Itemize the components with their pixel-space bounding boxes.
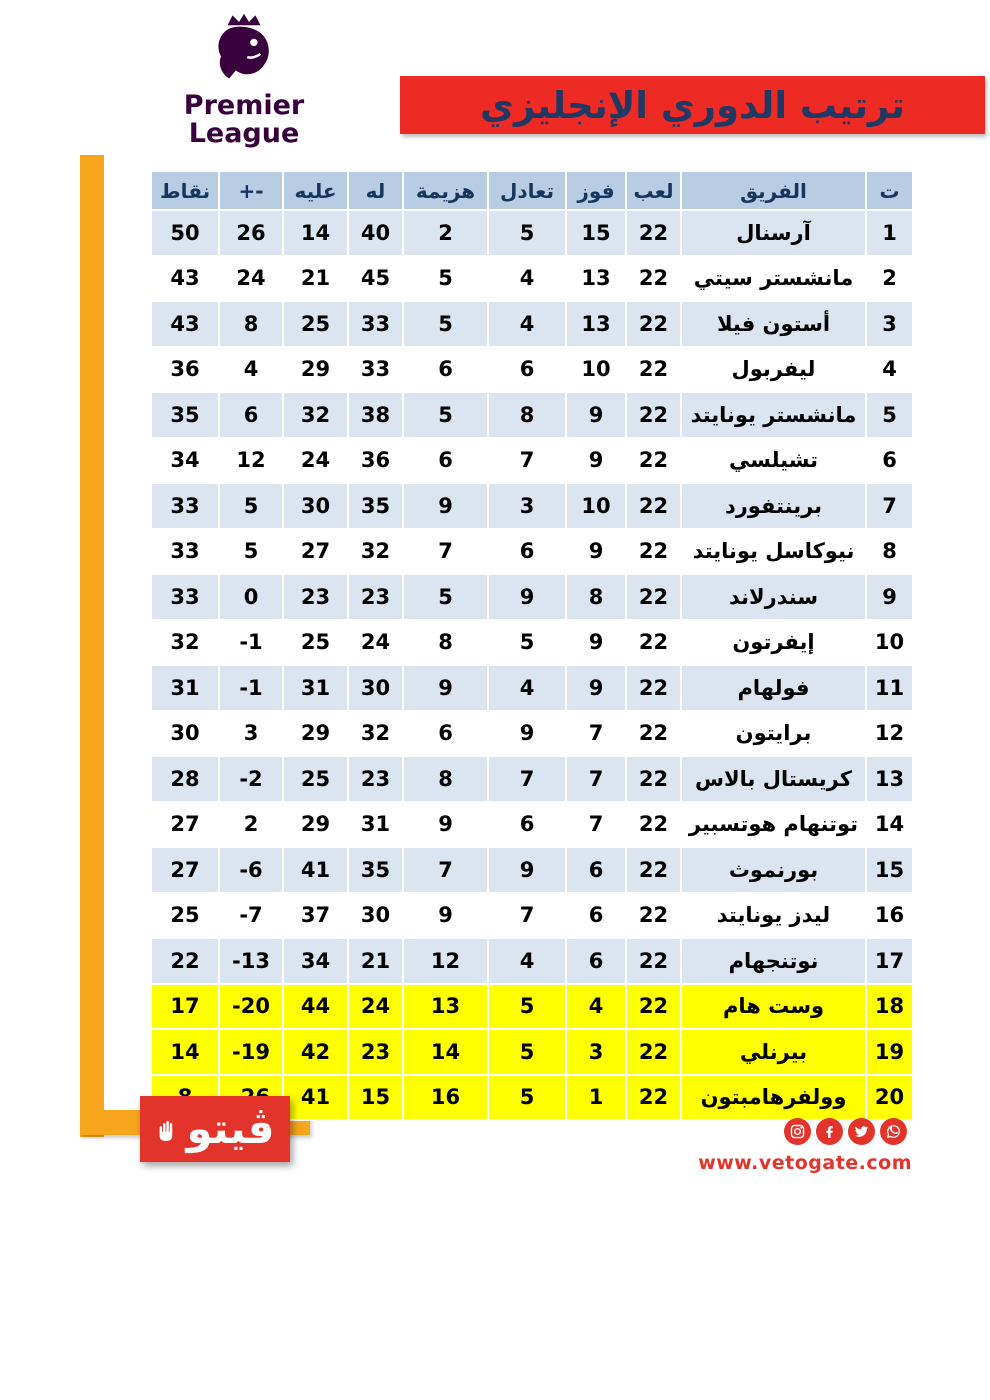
cell-rank: 6 xyxy=(866,438,913,484)
cell-played: 22 xyxy=(626,665,681,711)
cell-goals_against: 41 xyxy=(283,847,348,893)
column-header-goals_against: عليه xyxy=(283,171,348,210)
cell-won: 9 xyxy=(566,392,626,438)
cell-rank: 15 xyxy=(866,847,913,893)
cell-goals_against: 14 xyxy=(283,210,348,256)
cell-goal_diff: -1 xyxy=(219,665,283,711)
cell-goal_diff: -19 xyxy=(219,1029,283,1075)
cell-team: سندرلاند xyxy=(681,574,866,620)
cell-goals_for: 15 xyxy=(348,1075,403,1121)
cell-goals_for: 40 xyxy=(348,210,403,256)
cell-team: نيوكاسل يونايتد xyxy=(681,529,866,575)
column-header-played: لعب xyxy=(626,171,681,210)
cell-won: 6 xyxy=(566,847,626,893)
cell-team: برايتون xyxy=(681,711,866,757)
cell-goal_diff: 24 xyxy=(219,256,283,302)
cell-team: ليفربول xyxy=(681,347,866,393)
cell-lost: 9 xyxy=(403,802,488,848)
cell-goals_for: 31 xyxy=(348,802,403,848)
cell-lost: 9 xyxy=(403,483,488,529)
cell-lost: 5 xyxy=(403,574,488,620)
cell-lost: 6 xyxy=(403,438,488,484)
table-row xyxy=(151,210,913,256)
cell-rank: 17 xyxy=(866,938,913,984)
cell-points: 17 xyxy=(151,984,219,1030)
cell-goals_against: 34 xyxy=(283,938,348,984)
cell-played: 22 xyxy=(626,802,681,848)
cell-goals_for: 30 xyxy=(348,893,403,939)
cell-goal_diff: 3 xyxy=(219,711,283,757)
cell-won: 13 xyxy=(566,301,626,347)
cell-rank: 3 xyxy=(866,301,913,347)
cell-goals_for: 30 xyxy=(348,665,403,711)
cell-team: فولهام xyxy=(681,665,866,711)
cell-goals_against: 32 xyxy=(283,392,348,438)
title-banner xyxy=(400,76,985,134)
cell-goals_for: 24 xyxy=(348,984,403,1030)
table-row xyxy=(151,256,913,302)
cell-points: 25 xyxy=(151,893,219,939)
cell-team: مانشستر يونايتد xyxy=(681,392,866,438)
cell-team: بيرنلي xyxy=(681,1029,866,1075)
cell-goal_diff: 4 xyxy=(219,347,283,393)
cell-played: 22 xyxy=(626,529,681,575)
cell-points: 36 xyxy=(151,347,219,393)
cell-goals_for: 23 xyxy=(348,756,403,802)
cell-goals_for: 36 xyxy=(348,438,403,484)
premier-league-logo-text xyxy=(184,92,304,147)
table-row xyxy=(151,529,913,575)
cell-drawn: 4 xyxy=(488,665,566,711)
cell-won: 9 xyxy=(566,665,626,711)
cell-lost: 6 xyxy=(403,347,488,393)
website-link[interactable]: www.vetogate.com xyxy=(698,1152,912,1174)
cell-drawn: 4 xyxy=(488,938,566,984)
cell-goals_for: 23 xyxy=(348,1029,403,1075)
cell-won: 6 xyxy=(566,938,626,984)
cell-drawn: 7 xyxy=(488,756,566,802)
cell-drawn: 9 xyxy=(488,711,566,757)
column-header-lost: هزيمة xyxy=(403,171,488,210)
cell-goal_diff: -13 xyxy=(219,938,283,984)
cell-lost: 12 xyxy=(403,938,488,984)
cell-team: آرسنال xyxy=(681,210,866,256)
premier-league-crest-icon xyxy=(201,8,287,90)
cell-goals_against: 27 xyxy=(283,529,348,575)
whatsapp-icon[interactable] xyxy=(880,1118,907,1145)
cell-goal_diff: -2 xyxy=(219,756,283,802)
cell-drawn: 8 xyxy=(488,392,566,438)
accent-bar-vertical xyxy=(80,155,104,1137)
cell-won: 10 xyxy=(566,347,626,393)
column-header-team: الفريق xyxy=(681,171,866,210)
cell-won: 4 xyxy=(566,984,626,1030)
table-row xyxy=(151,711,913,757)
cell-lost: 2 xyxy=(403,210,488,256)
cell-team: إيفرتون xyxy=(681,620,866,666)
cell-goal_diff: 12 xyxy=(219,438,283,484)
twitter-icon[interactable] xyxy=(848,1118,875,1145)
cell-played: 22 xyxy=(626,301,681,347)
cell-played: 22 xyxy=(626,756,681,802)
cell-rank: 2 xyxy=(866,256,913,302)
cell-points: 34 xyxy=(151,438,219,484)
standings-header-row xyxy=(151,171,913,210)
cell-won: 15 xyxy=(566,210,626,256)
cell-drawn: 6 xyxy=(488,529,566,575)
cell-goal_diff: 0 xyxy=(219,574,283,620)
cell-points: 33 xyxy=(151,483,219,529)
table-row xyxy=(151,483,913,529)
cell-points: 27 xyxy=(151,847,219,893)
cell-goals_against: 31 xyxy=(283,665,348,711)
column-header-rank: ت xyxy=(866,171,913,210)
cell-points: 33 xyxy=(151,574,219,620)
table-row xyxy=(151,802,913,848)
premier-league-logo-line2: League xyxy=(188,117,300,149)
cell-played: 22 xyxy=(626,256,681,302)
cell-goals_against: 42 xyxy=(283,1029,348,1075)
cell-goals_against: 37 xyxy=(283,893,348,939)
cell-rank: 7 xyxy=(866,483,913,529)
cell-team: بورنموث xyxy=(681,847,866,893)
cell-goals_for: 21 xyxy=(348,938,403,984)
cell-goals_against: 30 xyxy=(283,483,348,529)
cell-goals_against: 29 xyxy=(283,347,348,393)
cell-played: 22 xyxy=(626,392,681,438)
column-header-drawn: تعادل xyxy=(488,171,566,210)
cell-goal_diff: 26 xyxy=(219,210,283,256)
cell-lost: 6 xyxy=(403,711,488,757)
column-header-goals_for: له xyxy=(348,171,403,210)
table-row xyxy=(151,893,913,939)
cell-team: برينتفورد xyxy=(681,483,866,529)
cell-won: 8 xyxy=(566,574,626,620)
cell-rank: 5 xyxy=(866,392,913,438)
cell-goals_for: 32 xyxy=(348,529,403,575)
cell-goals_against: 29 xyxy=(283,802,348,848)
table-row xyxy=(151,347,913,393)
cell-goals_against: 25 xyxy=(283,301,348,347)
cell-goals_for: 33 xyxy=(348,301,403,347)
cell-goals_for: 33 xyxy=(348,347,403,393)
cell-lost: 7 xyxy=(403,529,488,575)
cell-played: 22 xyxy=(626,1075,681,1121)
cell-rank: 12 xyxy=(866,711,913,757)
cell-drawn: 9 xyxy=(488,847,566,893)
cell-rank: 18 xyxy=(866,984,913,1030)
cell-goals_for: 35 xyxy=(348,483,403,529)
column-header-points: نقاط xyxy=(151,171,219,210)
cell-goals_for: 38 xyxy=(348,392,403,438)
cell-won: 9 xyxy=(566,529,626,575)
cell-goals_for: 35 xyxy=(348,847,403,893)
cell-played: 22 xyxy=(626,893,681,939)
cell-lost: 7 xyxy=(403,847,488,893)
cell-points: 22 xyxy=(151,938,219,984)
cell-won: 7 xyxy=(566,711,626,757)
table-row xyxy=(151,301,913,347)
cell-rank: 20 xyxy=(866,1075,913,1121)
cell-drawn: 9 xyxy=(488,574,566,620)
cell-played: 22 xyxy=(626,574,681,620)
premier-league-logo xyxy=(168,8,320,148)
cell-lost: 8 xyxy=(403,756,488,802)
cell-drawn: 5 xyxy=(488,984,566,1030)
veto-hand-icon xyxy=(155,1116,179,1142)
cell-points: 43 xyxy=(151,301,219,347)
cell-lost: 8 xyxy=(403,620,488,666)
cell-won: 7 xyxy=(566,756,626,802)
cell-points: 14 xyxy=(151,1029,219,1075)
cell-won: 1 xyxy=(566,1075,626,1121)
cell-drawn: 4 xyxy=(488,256,566,302)
facebook-icon[interactable] xyxy=(816,1118,843,1145)
page-title: ترتيب الدوري الإنجليزي xyxy=(480,83,905,127)
cell-played: 22 xyxy=(626,483,681,529)
cell-drawn: 5 xyxy=(488,210,566,256)
cell-lost: 5 xyxy=(403,256,488,302)
table-row xyxy=(151,620,913,666)
cell-rank: 9 xyxy=(866,574,913,620)
cell-goals_against: 44 xyxy=(283,984,348,1030)
cell-team: نوتنجهام xyxy=(681,938,866,984)
premier-league-logo-line1: Premier xyxy=(183,90,305,121)
cell-goal_diff: 8 xyxy=(219,301,283,347)
table-row xyxy=(151,756,913,802)
cell-team: ليدز يونايتد xyxy=(681,893,866,939)
cell-won: 3 xyxy=(566,1029,626,1075)
table-row xyxy=(151,392,913,438)
cell-played: 22 xyxy=(626,984,681,1030)
column-header-goal_diff: +- xyxy=(219,171,283,210)
cell-rank: 16 xyxy=(866,893,913,939)
cell-drawn: 5 xyxy=(488,620,566,666)
cell-team: كريستال بالاس xyxy=(681,756,866,802)
cell-team: وست هام xyxy=(681,984,866,1030)
cell-rank: 8 xyxy=(866,529,913,575)
cell-drawn: 6 xyxy=(488,802,566,848)
cell-drawn: 7 xyxy=(488,438,566,484)
cell-rank: 4 xyxy=(866,347,913,393)
cell-goals_against: 25 xyxy=(283,756,348,802)
cell-goals_against: 21 xyxy=(283,256,348,302)
cell-team: مانشستر سيتي xyxy=(681,256,866,302)
veto-brand-text: ڤيتو xyxy=(186,1104,275,1153)
cell-goal_diff: -20 xyxy=(219,984,283,1030)
cell-won: 9 xyxy=(566,438,626,484)
cell-drawn: 5 xyxy=(488,1075,566,1121)
cell-played: 22 xyxy=(626,438,681,484)
column-header-won: فوز xyxy=(566,171,626,210)
cell-goal_diff: -6 xyxy=(219,847,283,893)
cell-lost: 5 xyxy=(403,301,488,347)
cell-team: وولفرهامبتون xyxy=(681,1075,866,1121)
veto-logo xyxy=(140,1096,290,1162)
table-row xyxy=(151,665,913,711)
cell-won: 9 xyxy=(566,620,626,666)
cell-won: 10 xyxy=(566,483,626,529)
standings-body xyxy=(151,210,913,1120)
cell-played: 22 xyxy=(626,847,681,893)
cell-lost: 16 xyxy=(403,1075,488,1121)
cell-goals_for: 23 xyxy=(348,574,403,620)
cell-rank: 10 xyxy=(866,620,913,666)
cell-drawn: 5 xyxy=(488,1029,566,1075)
cell-drawn: 7 xyxy=(488,893,566,939)
cell-goals_for: 45 xyxy=(348,256,403,302)
social-icons xyxy=(784,1118,907,1145)
cell-played: 22 xyxy=(626,938,681,984)
cell-won: 7 xyxy=(566,802,626,848)
table-row xyxy=(151,847,913,893)
table-row xyxy=(151,1029,913,1075)
cell-team: تشيلسي xyxy=(681,438,866,484)
cell-points: 43 xyxy=(151,256,219,302)
cell-lost: 14 xyxy=(403,1029,488,1075)
cell-points: 28 xyxy=(151,756,219,802)
cell-goal_diff: -1 xyxy=(219,620,283,666)
cell-played: 22 xyxy=(626,711,681,757)
standings-table xyxy=(150,170,914,1121)
cell-played: 22 xyxy=(626,210,681,256)
cell-team: توتنهام هوتسبير xyxy=(681,802,866,848)
cell-lost: 9 xyxy=(403,893,488,939)
cell-rank: 19 xyxy=(866,1029,913,1075)
cell-lost: 13 xyxy=(403,984,488,1030)
cell-goals_for: 24 xyxy=(348,620,403,666)
cell-won: 13 xyxy=(566,256,626,302)
cell-rank: 14 xyxy=(866,802,913,848)
cell-team: أستون فيلا xyxy=(681,301,866,347)
cell-goals_against: 24 xyxy=(283,438,348,484)
instagram-icon[interactable] xyxy=(784,1118,811,1145)
cell-goals_against: 25 xyxy=(283,620,348,666)
cell-goal_diff: 5 xyxy=(219,529,283,575)
cell-drawn: 6 xyxy=(488,347,566,393)
cell-drawn: 3 xyxy=(488,483,566,529)
cell-lost: 5 xyxy=(403,392,488,438)
cell-drawn: 4 xyxy=(488,301,566,347)
cell-won: 6 xyxy=(566,893,626,939)
cell-goals_for: 32 xyxy=(348,711,403,757)
table-row xyxy=(151,984,913,1030)
cell-goals_against: 23 xyxy=(283,574,348,620)
cell-points: 35 xyxy=(151,392,219,438)
cell-goals_against: 29 xyxy=(283,711,348,757)
cell-points: 50 xyxy=(151,210,219,256)
cell-played: 22 xyxy=(626,1029,681,1075)
table-row xyxy=(151,438,913,484)
table-row xyxy=(151,574,913,620)
cell-goal_diff: 6 xyxy=(219,392,283,438)
cell-goal_diff: 5 xyxy=(219,483,283,529)
cell-goal_diff: -7 xyxy=(219,893,283,939)
cell-goals_against: 41 xyxy=(283,1075,348,1121)
cell-played: 22 xyxy=(626,620,681,666)
cell-lost: 9 xyxy=(403,665,488,711)
table-row xyxy=(151,938,913,984)
cell-rank: 13 xyxy=(866,756,913,802)
cell-points: 27 xyxy=(151,802,219,848)
cell-rank: 11 xyxy=(866,665,913,711)
cell-points: 30 xyxy=(151,711,219,757)
cell-played: 22 xyxy=(626,347,681,393)
cell-points: 31 xyxy=(151,665,219,711)
cell-goal_diff: 2 xyxy=(219,802,283,848)
cell-points: 32 xyxy=(151,620,219,666)
cell-rank: 1 xyxy=(866,210,913,256)
cell-points: 33 xyxy=(151,529,219,575)
